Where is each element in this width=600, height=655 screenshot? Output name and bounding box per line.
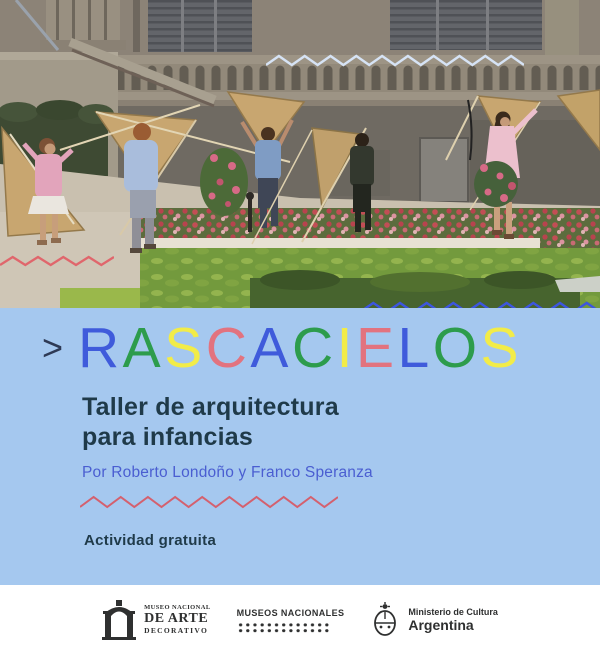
logo-museos-nacionales [237, 608, 345, 633]
subtitle-line1: Taller de arquitectura [82, 393, 339, 421]
footer-logos [0, 585, 600, 655]
logo-museo-arte-decorativo [102, 600, 210, 640]
title-letter: L [397, 316, 433, 380]
museos-label: MUSEOS NACIONALES [236, 607, 345, 618]
subtitle-line2: para infancias [82, 423, 253, 451]
rose-bush-right [474, 161, 518, 207]
logo-ministerio-cultura [370, 602, 498, 638]
chevron-icon: > [42, 327, 64, 368]
zigzag-gravel [0, 255, 114, 267]
title-letter: R [78, 316, 123, 380]
title-letter: S [164, 316, 206, 380]
byline: Por Roberto Londoño y Franco Speranza [82, 464, 373, 481]
arch-icon [102, 600, 136, 640]
zigzag-byline [80, 495, 338, 509]
poster-title [78, 316, 523, 380]
ministerio-wordmark [408, 607, 498, 633]
mnad-wordmark [144, 605, 210, 634]
coat-of-arms-icon [370, 602, 400, 638]
title-letter: O [432, 316, 481, 380]
ministerio-line2: Argentina [408, 617, 474, 634]
poster-subtitle [82, 392, 339, 452]
title-letter: A [250, 316, 292, 380]
mnad-line2: DE ARTE [144, 611, 209, 627]
rose-bush [200, 148, 248, 216]
title-letter: A [122, 316, 165, 380]
free-activity-note: Actividad gratuita [84, 532, 217, 549]
ministerio-line1: Ministerio de Cultura [408, 606, 498, 617]
title-letter: C [291, 316, 337, 380]
mnad-line3: DECORATIVO [144, 625, 209, 635]
title-letter: S [480, 316, 523, 380]
museos-dots-icon [237, 622, 331, 633]
title-letter: I [336, 316, 356, 380]
mnad-line1: MUSEO NACIONAL [144, 604, 211, 612]
zigzag-balustrade [266, 54, 524, 67]
info-panel [0, 308, 600, 585]
title-letter: E [355, 316, 398, 380]
title-letter: C [205, 316, 251, 380]
